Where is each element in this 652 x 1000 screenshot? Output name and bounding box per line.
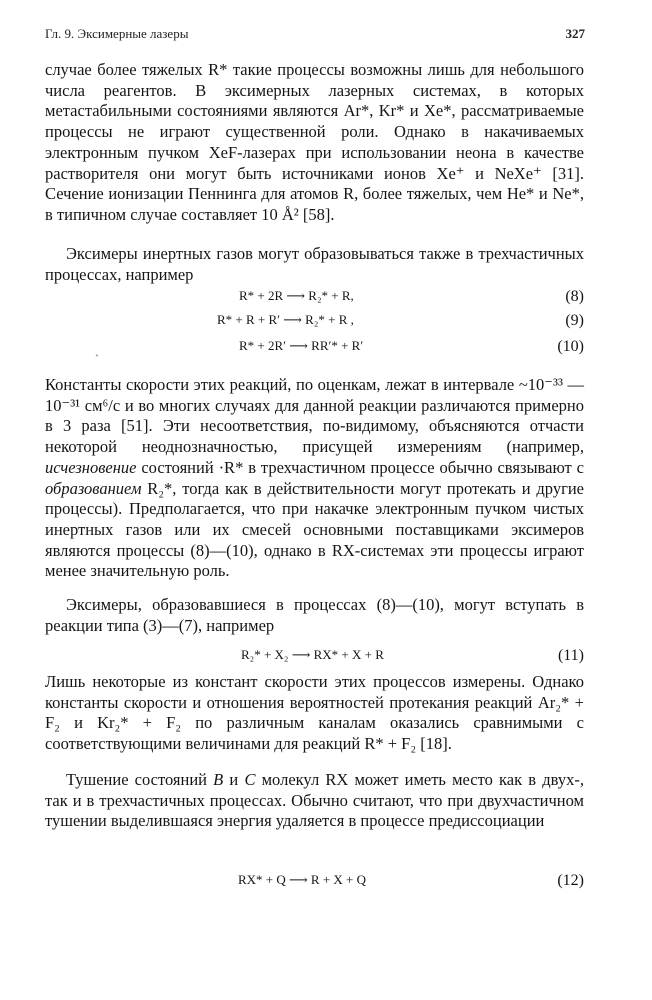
equation-10-formula: R* + 2R′ ⟶ RR′* + R′ [239,338,364,353]
equation-8-formula: R* + 2R ⟶ R₂* + R, [239,288,354,303]
paragraph-3-text-e: R₂*, тогда как в действительности могут протекать и другие процессы). Предполагается, что при накачке электронным пучком чистых инертных газов или их смесей основными поставщиками эксимеров являются процессы (8)—(10), однако в RX-системах эти процессы играют менее значительную роль. [45,478,584,581]
paragraph-4: Эксимеры, образовавшиеся в процессах (8)—(10), могут вступать в реакции типа (3)—(7), например [45,595,584,635]
paragraph-6-text-c: и [223,770,245,789]
page-number: 327 [565,26,585,41]
paragraph-1: случае более тяжелых R* такие процессы возможны лишь для небольшого числа реагентов. В эксимерных лазерных системах, в которых метастабильными состояниями являются Ar*, Kr* и Xe*, рассматриваемые процессы не играют существенной роли. Однако в накачиваемых электронным пучком XeF-лазерах при использовании неона в качестве растворителя они могут быть источниками ионов Xe⁺ и NeXe⁺ [31]. Сечение ионизации Пеннинга для атомов R, более тяжелых, чем He* и Ne*, в типичном случае составляет 10 Å² [58]. [45,60,584,224]
paragraph-3-text-c: состояний ·R* в трехчастичном процессе обычно связывают с [136,457,584,477]
equation-10-number: (10) [557,338,584,355]
equation-9-formula: R* + R + R′ ⟶ R₂* + R , [217,312,354,327]
paragraph-6-text-e: молекул RX может иметь место как в двух-, так и в трехчастичных процессах. Обычно считают, что при двухчастичном тушении выделившаяся энергия удаляется в процессе предиссоциации [45,770,584,831]
paragraph-3-italic-disappearance: исчезновение [45,457,137,477]
equation-8 [45,288,584,310]
equation-12-formula: RX* + Q ⟶ R + X + Q [238,872,367,887]
paragraph-3-text-a: Константы скорости этих реакций, по оценкам, лежат в интервале ~10⁻³³ — 10⁻³¹ см⁶/с и во многих случаях для данной реакции различаются примерно в 3 раза [51]. Эти несоответствия, по-видимому, объясняются отчасти некоторой неоднозначностью, присущей измерениям (например, [45,375,584,457]
paragraph-3 [45,375,584,582]
equation-11-formula: R₂* + X₂ ⟶ RX* + X + R [241,647,384,662]
equation-9-number: (9) [565,312,584,329]
paragraph-6-italic-b: B [213,770,224,789]
equation-11 [45,647,584,669]
chapter-title: Гл. 9. Эксимерные лазеры [45,26,189,41]
equation-12-number: (12) [557,872,584,889]
equation-12 [45,872,584,894]
equation-11-number: (11) [557,647,584,664]
stray-mark: ˋ [95,352,99,366]
paragraph-6-text-a: Тушение состояний [66,770,214,789]
equation-9 [45,312,584,334]
equation-8-number: (8) [565,288,584,305]
paragraph-6-italic-c: C [244,770,256,789]
paragraph-2: Эксимеры инертных газов могут образовываться также в трехчастичных процессах, например [45,244,584,284]
paragraph-5: Лишь некоторые из констант скорости этих процессов измерены. Однако константы скорости и отношения вероятностей протекания реакций Ar₂* + F₂ и Kr₂* + F₂ по различным каналам оказались сравнимыми с соответствующими величинами для реакций R* + F₂ [18]. [45,672,584,754]
equation-10 [45,338,584,360]
paragraph-3-italic-formation: образованием [45,478,142,498]
paragraph-6 [45,770,584,832]
